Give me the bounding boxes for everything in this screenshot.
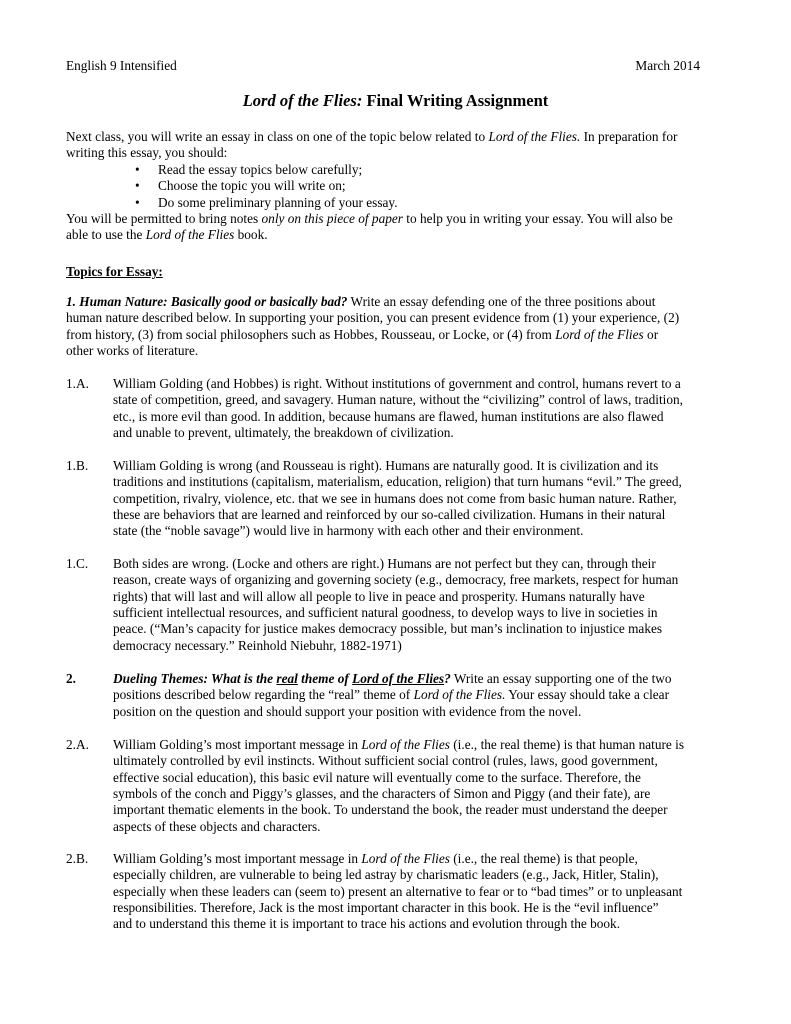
topics-heading: Topics for Essay: <box>66 264 163 279</box>
topic-1-line: 1. Human Nature: Basically good or basically bad? Write an essay defending one of the three positions about <box>66 294 656 309</box>
intro-line: writing this essay, you should: <box>66 145 228 161</box>
option-line: peace. (“Man’s capacity for justice makes democracy possible, but man’s inclination to injustice makes <box>113 621 663 637</box>
topic-2-line: positions described below regarding the “real” theme of Lord of the Flies. Your essay should take a clear <box>113 687 670 703</box>
option-line: effective social education), this basic evil nature will eventually come to the surface. Therefore, the <box>113 769 641 785</box>
option-number: 2.B. <box>66 851 89 866</box>
topic-2-line: position on the question and should support your position with evidence from the novel. <box>113 703 582 719</box>
option-line: especially when these leaders can (seem to) present an alternative to fear or to “bad times” or to unpleasant <box>113 883 683 899</box>
option-number: 1.B. <box>66 458 89 473</box>
page-title <box>0 93 791 109</box>
option-number: 2.A. <box>66 737 89 752</box>
option-number: 1.C. <box>66 556 89 571</box>
option-line: Both sides are wrong. (Locke and others are right.) Humans are not perfect but they can, through their <box>113 556 656 571</box>
option-line: especially children, are vulnerable to being led astray by charismatic leaders (e.g., Jack, Hitler, Stalin), <box>113 867 659 883</box>
title-rest: Final Writing Assignment <box>362 91 549 110</box>
option-line: state (the “noble savage”) would live in harmony with each other and their environment. <box>113 523 584 539</box>
option-line: important thematic elements in the book. To understand the book, the reader must understand the deeper <box>113 802 668 818</box>
course-name: English 9 Intensified <box>66 58 177 73</box>
option-line: William Golding is wrong (and Rousseau is right). Humans are naturally good. It is civilization and its <box>113 458 659 473</box>
option-line: sufficient intellectual resources, and sufficient natural goodness, to develop ways to live in societies in <box>113 604 658 620</box>
bullet-icon: • <box>135 162 140 177</box>
topic-2-heading: Dueling Themes: What is the real theme of Lord of the Flies? <box>113 671 451 686</box>
option-line: and to understand this theme it is important to trace his actions and evolution through the book. <box>113 916 621 932</box>
option-line: traditions and institutions (capitalism, materialism, education, religion) that turn humans “evil.” The greed, <box>113 474 682 490</box>
option-number: 1.A. <box>66 376 89 391</box>
topic-2-number: 2. <box>66 671 76 686</box>
option-line: rights) that will last and will allow all people to live in peace and prosperity. Humans naturally have <box>113 588 645 604</box>
topic-1-line: from history, (3) from social philosophers such as Hobbes, Rousseau, or Locke, or (4) from Lord of the Flies or <box>66 326 659 342</box>
option-line: competition, rivalry, violence, etc. that we see in humans does not come from basic human nature. Rather, <box>113 490 677 506</box>
option-line: William Golding’s most important message in Lord of the Flies (i.e., the real theme) is that human nature is <box>113 737 685 752</box>
notes-line: You will be permitted to bring notes only on this piece of paper to help you in writing your essay. You will also be <box>66 211 673 226</box>
topic-2-line: Dueling Themes: What is the real theme of Lord of the Flies? Write an essay supporting one of the two <box>113 671 672 686</box>
option-line: and unable to prevent, ultimately, the breakdown of civilization. <box>113 424 454 440</box>
document-date: March 2014 <box>635 58 700 73</box>
topic-1-line: human nature described below. In supporting your position, you can present evidence from (1) your experience, (2) <box>66 310 680 326</box>
option-line: etc., is more evil than good. In addition, because humans are flawed, human institutions are also flawed <box>113 408 664 424</box>
option-line: William Golding (and Hobbes) is right. Without institutions of government and control, humans revert to a <box>113 376 681 391</box>
option-line: symbols of the conch and Piggy’s glasses, and the characters of Simon and Piggy (and their fate), are <box>113 785 651 801</box>
option-line: democracy necessary.” Reinhold Niebuhr, 1882-1971) <box>113 637 402 653</box>
notes-line: able to use the Lord of the Flies book. <box>66 227 268 243</box>
option-line: these are behaviors that are learned and reinforced by our so-called civilization. Humans in their natural <box>113 506 666 522</box>
topic-1-line: other works of literature. <box>66 342 199 358</box>
document-page: English 9 Intensified March 2014 Lord of the Flies: Final Writing Assignment Next class, you will write an essay in class on one of the topic below related to Lord of the Flies. In preparation for writing this essay, you should: • Read the essay topics below carefully; • Choose the topic you will write on; • Do some preliminary planning of your essay. You will be permitted to bring notes only on this piece of paper to help you in writing your essay. You will also be able to use the Lord of the Flies book. Topics for Essay: 1. Human Nature: Basically good or basically bad? Write an essay defending one of the three positions about human nature described below. In supporting your position, you can present evidence from (1) your experience, (2) from history, (3) from social philosophers such as Hobbes, Rousseau, or Locke, or (4) from Lord of the Flies or other works of literature. 1.A. William Golding (and Hobbes) is right. Without institutions of government and control, humans revert to a state of competition, greed, and savagery. Human nature, without the “civilizing” control of laws, tradition, etc., is more evil than good. In addition, because humans are flawed, human institutions are also flawed and unable to prevent, ultimately, the breakdown of civilization. 1.B. William Golding is wrong (and Rousseau is right). Humans are naturally good. It is civilization and its traditions and institutions (capitalism, materialism, education, religion) that turn humans “evil.” The greed, competition, rivalry, violence, etc. that we see in humans does not come from basic human nature. Rather, these are behaviors that are learned and reinforced by our so-called civilization. Humans in their natural state (the “noble savage”) would live in harmony with each other and their environment. 1.C. Both sides are wrong. (Locke and others are right.) Humans are not perfect but they can, through their reason, create ways of organizing and governing society (e.g., democracy, free markets, respect for human rights) that will last and will allow all people to live in peace and prosperity. Humans naturally have sufficient intellectual resources, and sufficient natural goodness, to develop ways to live in societies in peace. (“Man’s capacity for justice makes democracy possible, but man’s inclination to injustice makes democracy necessary.” Reinhold Niebuhr, 1882-1971) 2. Dueling Themes: What is the real theme of Lord of the Flies? Write an essay supporting one of the two positions described below regarding the “real” theme of Lord of the Flies. Your essay should take a clear position on the question and should support your position with evidence from the novel. 2.A. William Golding’s most important message in Lord of the Flies (i.e., the real theme) is that human nature is ultimately controlled by evil instincts. Without sufficient social control (rules, laws, good government, effective social education), this basic evil nature will eventually come to the surface. Therefore, the symbols of the conch and Piggy’s glasses, and the characters of Simon and Piggy (and their fate), are important thematic elements in the book. To understand the book, the reader must understand the deeper aspects of these objects and characters. 2.B. William Golding’s most important message in Lord of the Flies (i.e., the real theme) is that people, especially children, are vulnerable to being led astray by charismatic leaders (e.g., Jack, Hitler, Stalin), especially when these leaders can (seem to) present an alternative to fear or to “bad times” or to unpleasant responsibilities. Therefore, Jack is the most important character in this book. He is the “evil influence” and to understand this theme it is important to trace his actions and evolution through the book. <box>0 0 791 1024</box>
option-line: William Golding’s most important message in Lord of the Flies (i.e., the real theme) is that people, <box>113 851 638 866</box>
option-line: state of competition, greed, and savagery. Human nature, without the “civilizing” control of laws, tradition, <box>113 392 683 408</box>
option-line: reason, create ways of organizing and governing society (e.g., democracy, free markets, respect for human <box>113 572 679 588</box>
topic-1-heading: 1. Human Nature: Basically good or basically bad? <box>66 294 348 309</box>
bullet-icon: • <box>135 178 140 194</box>
option-line: aspects of these objects and characters. <box>113 818 321 834</box>
option-line: responsibilities. Therefore, Jack is the most important character in this book. He is the “evil influence” <box>113 899 659 915</box>
title-book-name: Lord of the Flies: <box>242 91 363 110</box>
option-line: ultimately controlled by evil instincts. Without sufficient social control (rules, laws, good government, <box>113 753 658 769</box>
bullet-icon: • <box>135 194 140 210</box>
intro-line: Next class, you will write an essay in class on one of the topic below related to Lord of the Flies. In preparation for <box>66 129 678 144</box>
